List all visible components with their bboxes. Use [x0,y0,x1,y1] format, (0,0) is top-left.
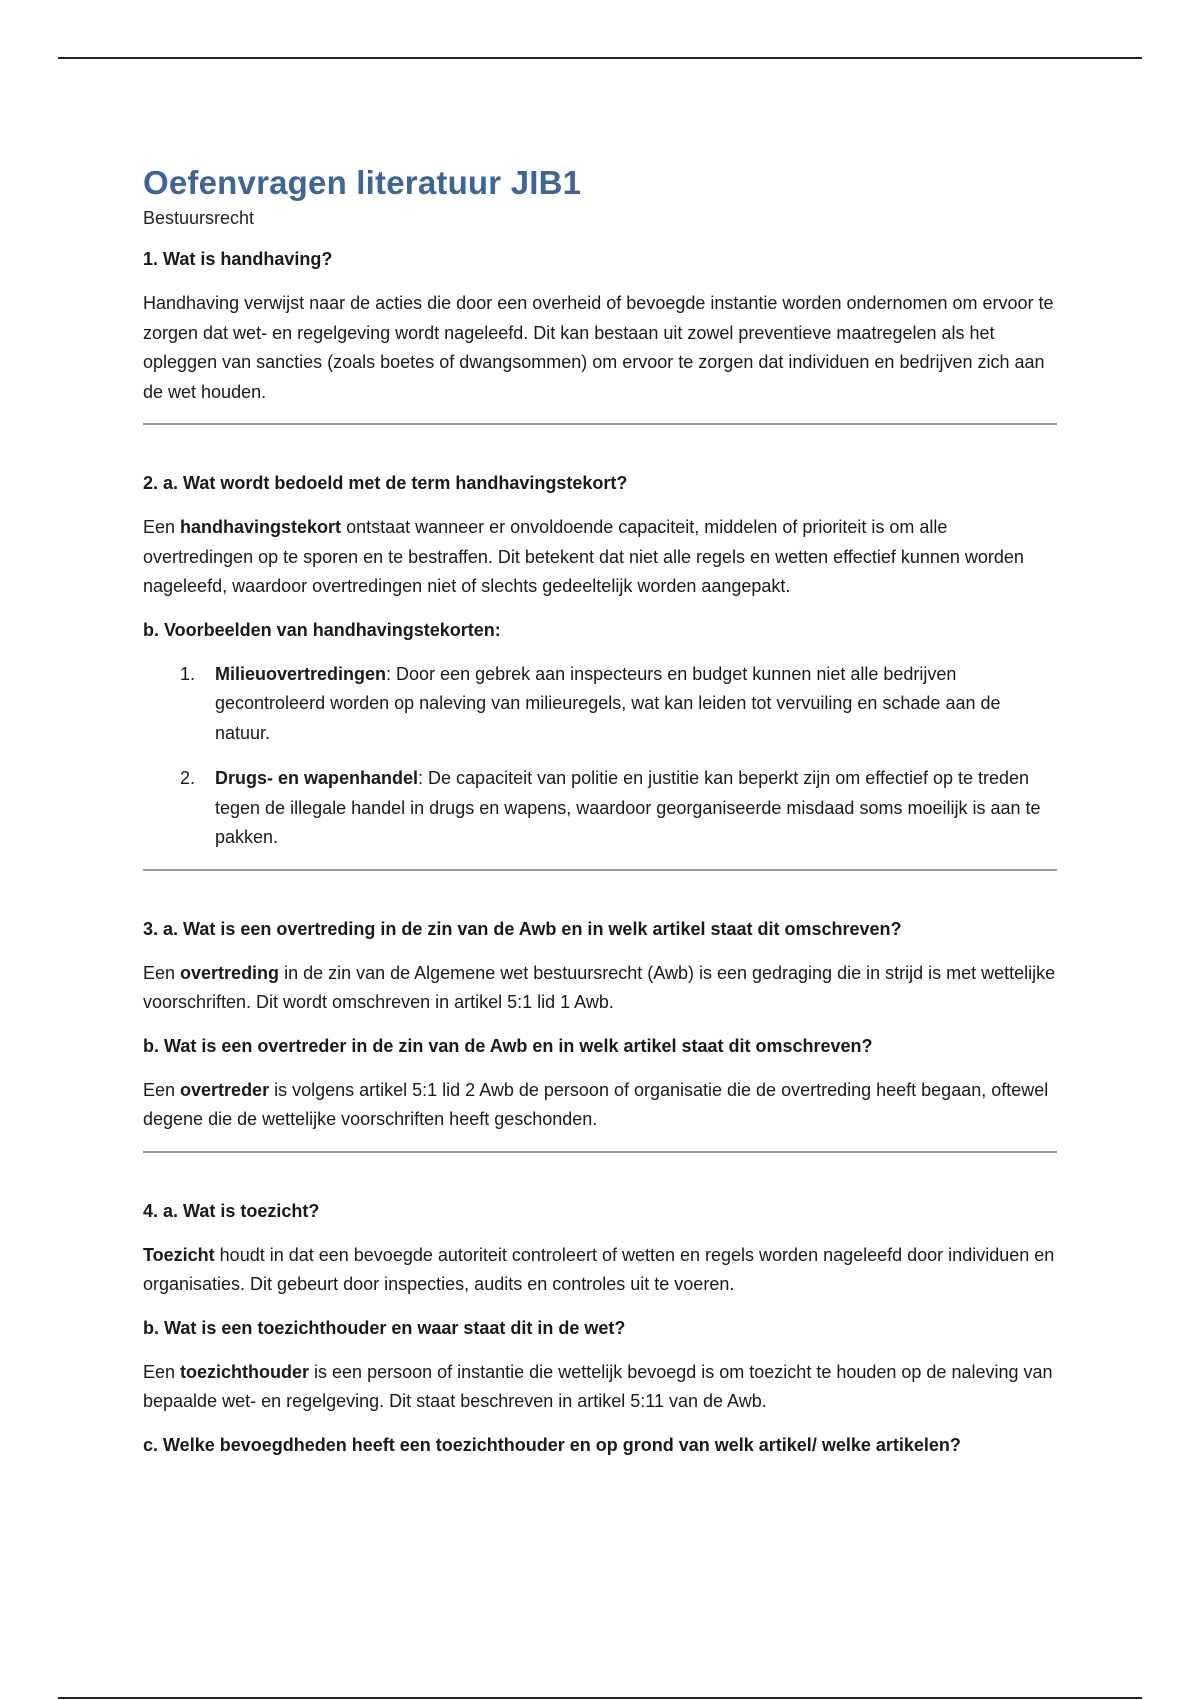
question-2b: b. Voorbeelden van handhavingstekorten: [143,619,501,640]
question-4a: 4. a. Wat is toezicht? [143,1200,320,1221]
examples-list [143,660,1057,853]
list-item: 1. Milieuovertredingen: Door een gebrek aan inspecteurs en budget kunnen niet alle bedrijven gecontroleerd worden op naleving van milieuregels, wat kan leiden tot vervuiling en schade aan de natuur. [180,663,1001,743]
list-item: 2. Drugs- en wapenhandel: De capaciteit van politie en justitie kan beperkt zijn om effectief op te treden tegen de illegale handel in drugs en wapens, waardoor georganiseerde misdaad soms moeilijk is aan te pakken. [180,768,1041,847]
question-1: 1. Wat is handhaving? [143,249,333,269]
answer-3a: Een overtreding in de zin van de Algemene wet bestuursrecht (Awb) is een gedraging die in strijd is met wettelijke voorschriften. Dit wordt omschreven in artikel 5:1 lid 1 Awb. [143,962,1056,1012]
question-2a: 2. a. Wat wordt bedoeld met de term handhavingstekort? [143,473,628,493]
answer-3b: Een overtreder is volgens artikel 5:1 lid 2 Awb de persoon of organisatie die de overtreding heeft begaan, oftewel degene die de wettelijke voorschriften heeft geschonden. [143,1079,1049,1129]
document-subtitle: Bestuursrecht [143,208,255,228]
answer-4a: Toezicht houdt in dat een bevoegde autoriteit controleert of wetten en regels worden nageleefd door individuen en organisaties. Dit gebeurt door inspecties, audits en controles uit te voeren. [143,1244,1055,1294]
answer-2a: Een handhavingstekort ontstaat wanneer er onvoldoende capaciteit, middelen of prioriteit is om alle overtredingen op te sporen en te bestraffen. Dit betekent dat niet alle regels en wetten effectief kunnen worden nageleefd, waardoor overtredingen niet of slechts gedeeltelijk worden aangepakt. [143,517,1024,596]
question-3b: b. Wat is een overtreder in de zin van de Awb en in welk artikel staat dit omschreven? [143,1035,873,1056]
question-3a: 3. a. Wat is een overtreding in de zin van de Awb en in welk artikel staat dit omschreven? [143,918,902,939]
footer-rule [58,1697,1142,1699]
answer-4b: Een toezichthouder is een persoon of instantie die wettelijk bevoegd is om toezicht te houden op de naleving van bepaalde wet- en regelgeving. Dit staat beschreven in artikel 5:11 van de Awb. [143,1361,1053,1411]
document-body [143,162,1057,1475]
answer-1: Handhaving verwijst naar de acties die door een overheid of bevoegde instantie worden ondernomen om ervoor te zorgen dat wet- en regelgeving wordt nageleefd. Dit kan bestaan uit zowel preventieve maatregelen als het opleggen van sancties (zoals boetes of dwangsommen) om ervoor te zorgen dat individuen en bedrijven zich aan de wet houden. [143,293,1054,402]
document-title: Oefenvragen literatuur JIB1 [143,164,582,201]
question-4c: c. Welke bevoegdheden heeft een toezichthouder en op grond van welk artikel/ welke artikelen? [143,1434,961,1455]
section-divider [143,869,1057,871]
section-divider [143,423,1057,425]
header-rule [58,57,1142,59]
question-4b: b. Wat is een toezichthouder en waar staat dit in de wet? [143,1317,626,1338]
section-divider [143,1151,1057,1153]
